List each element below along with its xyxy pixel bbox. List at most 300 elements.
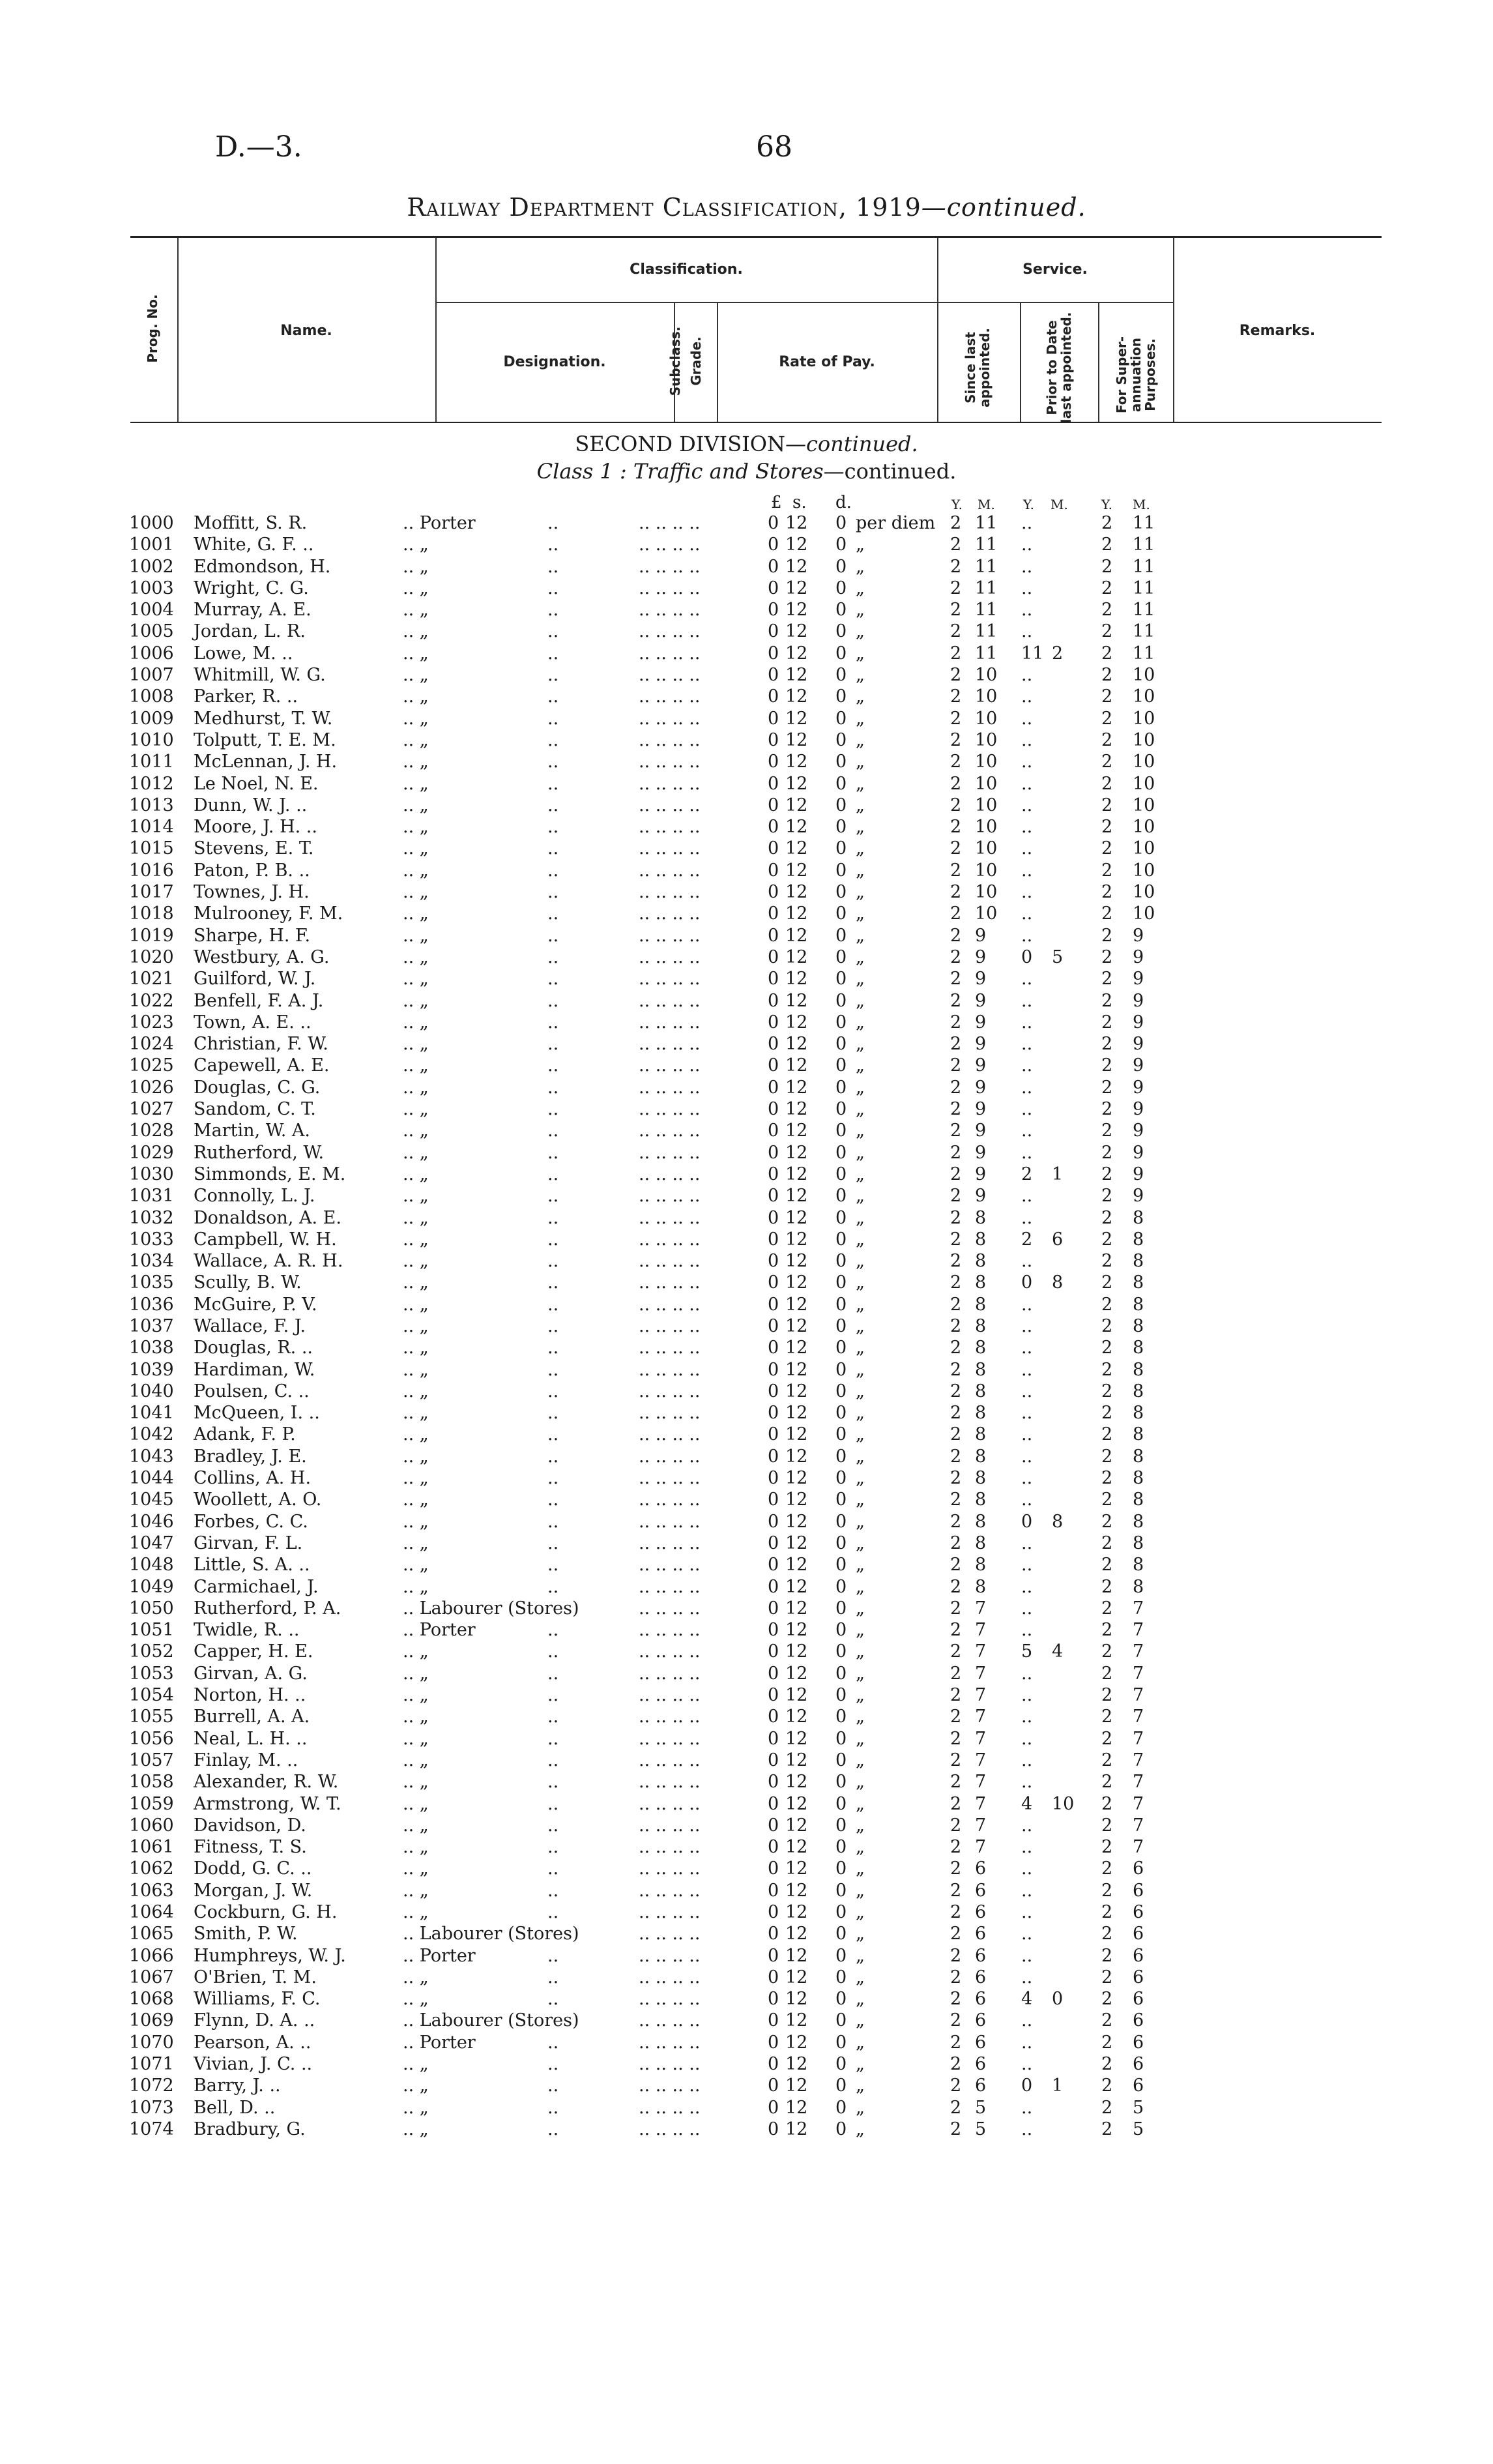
- since-years: 2: [950, 2032, 962, 2053]
- super-months: 8: [1133, 1381, 1144, 1401]
- pay-pounds: 0: [768, 1468, 779, 1489]
- pay-pence: 0: [835, 1272, 847, 1293]
- designation: .. „: [403, 2097, 429, 2118]
- pay-period: „: [856, 1772, 865, 1793]
- prog-no: 1062: [129, 1858, 174, 1879]
- leader-dots: ..: [547, 1815, 559, 1836]
- leader-dots: .. .. .. ..: [639, 1858, 701, 1879]
- designation: .. „: [403, 1663, 429, 1684]
- leader-dots: .. .. .. ..: [639, 903, 701, 924]
- leader-dots: .. .. .. ..: [639, 1338, 701, 1358]
- designation: .. „: [403, 1793, 429, 1814]
- header-name: Name.: [280, 323, 332, 339]
- since-months: 8: [975, 1294, 987, 1315]
- pay-shillings: 12: [785, 1750, 808, 1770]
- designation: .. „: [403, 1576, 429, 1597]
- table-row: [0, 1294, 1493, 1315]
- prior-years: ..: [1021, 1576, 1033, 1597]
- since-years: 2: [950, 1142, 962, 1163]
- super-months: 10: [1133, 882, 1155, 903]
- super-months: 10: [1133, 665, 1155, 686]
- designation: .. „: [403, 1685, 429, 1706]
- pay-period: „: [856, 1555, 865, 1576]
- since-years: 2: [950, 1121, 962, 1141]
- designation: .. „: [403, 578, 429, 598]
- designation: .. „: [403, 882, 429, 903]
- since-years: 2: [950, 1555, 962, 1576]
- pay-shillings: 12: [785, 1338, 808, 1358]
- leader-dots: .. .. .. ..: [639, 1793, 701, 1814]
- pay-pence: 0: [835, 1142, 847, 1163]
- table-header: [130, 236, 1382, 423]
- since-years: 2: [950, 600, 962, 621]
- super-years: 2: [1101, 2097, 1113, 2118]
- prog-no: 1059: [129, 1793, 174, 1814]
- pay-period: „: [856, 1902, 865, 1922]
- since-months: 10: [975, 860, 998, 881]
- pay-period: „: [856, 1294, 865, 1315]
- pay-period: „: [856, 1164, 865, 1184]
- employee-name: Dodd, G. C. ..: [194, 1858, 312, 1879]
- leader-dots: .. .. .. ..: [639, 1294, 701, 1315]
- prog-no: 1049: [129, 1576, 174, 1597]
- pay-period: „: [856, 838, 865, 859]
- designation: .. „: [403, 1359, 429, 1380]
- pay-period: „: [856, 729, 865, 750]
- employee-name: Moffitt, S. R.: [194, 513, 308, 533]
- pay-shillings: 12: [785, 1489, 808, 1510]
- prog-no: 1065: [129, 1924, 174, 1944]
- since-years: 2: [950, 1967, 962, 1987]
- pay-shillings: 12: [785, 795, 808, 815]
- leader-dots: .. .. .. ..: [639, 1707, 701, 1727]
- designation: .. „: [403, 1967, 429, 1987]
- prog-no: 1069: [129, 2010, 174, 2031]
- prior-years: ..: [1021, 1880, 1033, 1901]
- leader-dots: ..: [547, 882, 559, 903]
- pay-pounds: 0: [768, 1489, 779, 1510]
- pay-period: „: [856, 1186, 865, 1207]
- leader-dots: ..: [547, 1576, 559, 1597]
- prior-years: 4: [1021, 1793, 1033, 1814]
- prior-years: ..: [1021, 1815, 1033, 1836]
- since-years: 2: [950, 946, 962, 967]
- pay-shillings: 12: [785, 773, 808, 794]
- super-years: 2: [1101, 882, 1113, 903]
- since-years: 2: [950, 1272, 962, 1293]
- super-months: 11: [1133, 578, 1155, 598]
- pay-pence: 0: [835, 2075, 847, 2096]
- super-years: 2: [1101, 708, 1113, 729]
- super-years: 2: [1101, 686, 1113, 707]
- since-months: 9: [975, 1055, 987, 1076]
- employee-name: Barry, J. ..: [194, 2075, 281, 2096]
- pay-period: „: [856, 1338, 865, 1358]
- designation: .. „: [403, 990, 429, 1011]
- pay-shillings: 12: [785, 578, 808, 598]
- leader-dots: .. .. .. ..: [639, 1055, 701, 1076]
- super-months: 8: [1133, 1294, 1144, 1315]
- leader-dots: ..: [547, 2054, 559, 2075]
- super-years: 2: [1101, 1164, 1113, 1184]
- super-months: 8: [1133, 1576, 1144, 1597]
- employee-name: Connolly, L. J.: [194, 1186, 315, 1207]
- super-years: 2: [1101, 1663, 1113, 1684]
- pay-pence: 0: [835, 1858, 847, 1879]
- pay-period: „: [856, 1685, 865, 1706]
- super-months: 9: [1133, 1099, 1144, 1120]
- prior-years: 4: [1021, 1989, 1033, 2010]
- pay-pence: 0: [835, 686, 847, 707]
- unit-years-prior: Y.: [1023, 497, 1034, 512]
- super-years: 2: [1101, 1142, 1113, 1163]
- designation: .. „: [403, 1989, 429, 2010]
- pay-period: „: [856, 578, 865, 598]
- prior-years: ..: [1021, 578, 1033, 598]
- super-months: 7: [1133, 1815, 1144, 1836]
- since-years: 2: [950, 1945, 962, 1966]
- leader-dots: ..: [547, 1663, 559, 1684]
- super-years: 2: [1101, 1924, 1113, 1944]
- prog-no: 1029: [129, 1142, 174, 1163]
- employee-name: Dunn, W. J. ..: [194, 795, 308, 815]
- pay-shillings: 12: [785, 2054, 808, 2075]
- pay-pence: 0: [835, 882, 847, 903]
- employee-name: Whitmill, W. G.: [194, 665, 326, 686]
- since-years: 2: [950, 882, 962, 903]
- table-row: [0, 1120, 1493, 1141]
- column-divider: [1020, 303, 1021, 422]
- leader-dots: .. .. .. ..: [639, 1142, 701, 1163]
- employee-name: Medhurst, T. W.: [194, 708, 333, 729]
- since-years: 2: [950, 1858, 962, 1879]
- prog-no: 1066: [129, 1945, 174, 1966]
- since-years: 2: [950, 1012, 962, 1033]
- prior-months: 8: [1052, 1511, 1064, 1532]
- super-years: 2: [1101, 925, 1113, 946]
- designation: .. „: [403, 1251, 429, 1272]
- leader-dots: ..: [547, 990, 559, 1011]
- designation: .. „: [403, 1511, 429, 1532]
- leader-dots: .. .. .. ..: [639, 1620, 701, 1641]
- employee-name: Benfell, F. A. J.: [194, 990, 324, 1011]
- header-prior-to-date: Prior to Date last appointed.: [1044, 312, 1074, 424]
- leader-dots: .. .. .. ..: [639, 946, 701, 967]
- prior-years: 2: [1021, 1229, 1033, 1250]
- leader-dots: .. .. .. ..: [639, 729, 701, 750]
- designation: .. „: [403, 1424, 429, 1445]
- since-months: 8: [975, 1315, 987, 1336]
- leader-dots: .. .. .. ..: [639, 686, 701, 707]
- super-months: 11: [1133, 600, 1155, 621]
- prior-years: 2: [1021, 1164, 1033, 1184]
- designation: .. Porter: [403, 2032, 476, 2053]
- since-months: 7: [975, 1641, 987, 1662]
- since-months: 7: [975, 1837, 987, 1858]
- table-row: [0, 1750, 1493, 1771]
- designation: .. Labourer (Stores): [403, 2010, 579, 2031]
- super-months: 6: [1133, 1902, 1144, 1922]
- super-years: 2: [1101, 1381, 1113, 1401]
- table-row: [0, 1250, 1493, 1272]
- table-row: [0, 1511, 1493, 1533]
- designation: .. „: [403, 1055, 429, 1076]
- prior-years: ..: [1021, 1381, 1033, 1401]
- table-row: [0, 773, 1493, 795]
- pay-period: „: [856, 1750, 865, 1770]
- leader-dots: ..: [547, 1403, 559, 1424]
- designation: .. „: [403, 1837, 429, 1858]
- super-months: 6: [1133, 2075, 1144, 2096]
- pay-shillings: 12: [785, 2075, 808, 2096]
- prior-months: 8: [1052, 1272, 1064, 1293]
- since-years: 2: [950, 1641, 962, 1662]
- since-months: 8: [975, 1424, 987, 1445]
- employee-name: Rutherford, P. A.: [194, 1598, 341, 1619]
- since-months: 7: [975, 1750, 987, 1770]
- pay-pounds: 0: [768, 1034, 779, 1055]
- since-months: 10: [975, 838, 998, 859]
- since-months: 6: [975, 2075, 987, 2096]
- employee-name: Rutherford, W.: [194, 1142, 325, 1163]
- leader-dots: ..: [547, 1186, 559, 1207]
- pay-pounds: 0: [768, 2119, 779, 2139]
- pay-period: „: [856, 1924, 865, 1944]
- since-months: 6: [975, 2032, 987, 2053]
- prog-no: 1018: [129, 903, 174, 924]
- since-years: 2: [950, 817, 962, 838]
- pay-pounds: 0: [768, 1142, 779, 1163]
- employee-name: Moore, J. H. ..: [194, 817, 317, 838]
- class-label: Class 1 : Traffic and Stores: [536, 459, 824, 484]
- table-row: [0, 1576, 1493, 1598]
- pay-period: „: [856, 2119, 865, 2139]
- prior-years: ..: [1021, 1338, 1033, 1358]
- employee-name: Simmonds, E. M.: [194, 1164, 346, 1184]
- since-years: 2: [950, 773, 962, 794]
- employee-name: Mulrooney, F. M.: [194, 903, 343, 924]
- since-years: 2: [950, 1359, 962, 1380]
- employee-name: Bell, D. ..: [194, 2097, 276, 2118]
- employee-name: Alexander, R. W.: [194, 1772, 339, 1793]
- pay-shillings: 12: [785, 1511, 808, 1532]
- since-years: 2: [950, 1620, 962, 1641]
- leader-dots: .. .. .. ..: [639, 578, 701, 598]
- leader-dots: ..: [547, 643, 559, 664]
- employee-name: White, G. F. ..: [194, 535, 314, 555]
- prior-months: 0: [1052, 1989, 1064, 2010]
- since-years: 2: [950, 1099, 962, 1120]
- pay-period: „: [856, 1251, 865, 1272]
- pay-period: „: [856, 1533, 865, 1553]
- table-row: [0, 1098, 1493, 1120]
- super-years: 2: [1101, 1034, 1113, 1055]
- leader-dots: ..: [547, 1424, 559, 1445]
- prior-years: ..: [1021, 1055, 1033, 1076]
- pay-pence: 0: [835, 969, 847, 990]
- super-years: 2: [1101, 1489, 1113, 1510]
- leader-dots: ..: [547, 1077, 559, 1098]
- prior-years: ..: [1021, 1967, 1033, 1987]
- designation: .. „: [403, 1858, 429, 1879]
- super-years: 2: [1101, 838, 1113, 859]
- pay-pounds: 0: [768, 860, 779, 881]
- super-years: 2: [1101, 1315, 1113, 1336]
- pay-pounds: 0: [768, 686, 779, 707]
- pay-shillings: 12: [785, 1989, 808, 2010]
- prior-years: ..: [1021, 1446, 1033, 1467]
- employee-name: Fitness, T. S.: [194, 1837, 307, 1858]
- leader-dots: ..: [547, 1338, 559, 1358]
- pay-pence: 0: [835, 1772, 847, 1793]
- leader-dots: .. .. .. ..: [639, 1272, 701, 1293]
- prog-no: 1073: [129, 2097, 174, 2118]
- employee-name: Donaldson, A. E.: [194, 1207, 341, 1228]
- since-years: 2: [950, 1924, 962, 1944]
- pay-period: „: [856, 2075, 865, 2096]
- pay-shillings: 12: [785, 1055, 808, 1076]
- leader-dots: .. .. .. ..: [639, 513, 701, 533]
- super-months: 11: [1133, 535, 1155, 555]
- pay-pence: 0: [835, 946, 847, 967]
- super-years: 2: [1101, 2054, 1113, 2075]
- table-row: [0, 1901, 1493, 1923]
- super-years: 2: [1101, 1099, 1113, 1120]
- super-years: 2: [1101, 1598, 1113, 1619]
- pay-pounds: 0: [768, 1272, 779, 1293]
- pay-pounds: 0: [768, 1663, 779, 1684]
- pay-pence: 0: [835, 817, 847, 838]
- designation: .. „: [403, 729, 429, 750]
- designation: .. Labourer (Stores): [403, 1924, 579, 1944]
- pay-pence: 0: [835, 1403, 847, 1424]
- prog-no: 1052: [129, 1641, 174, 1662]
- super-years: 2: [1101, 1750, 1113, 1770]
- pay-pence: 0: [835, 1294, 847, 1315]
- pay-period: „: [856, 925, 865, 946]
- pay-pence: 0: [835, 535, 847, 555]
- prog-no: 1019: [129, 925, 174, 946]
- since-years: 2: [950, 1055, 962, 1076]
- pay-pence: 0: [835, 795, 847, 815]
- since-years: 2: [950, 1251, 962, 1272]
- pay-pounds: 0: [768, 556, 779, 577]
- super-years: 2: [1101, 795, 1113, 815]
- leader-dots: ..: [547, 1707, 559, 1727]
- pay-pounds: 0: [768, 578, 779, 598]
- super-months: 7: [1133, 1728, 1144, 1749]
- prior-years: ..: [1021, 1858, 1033, 1879]
- since-months: 10: [975, 665, 998, 686]
- pay-pence: 0: [835, 729, 847, 750]
- employee-name: Douglas, R. ..: [194, 1338, 313, 1358]
- leader-dots: ..: [547, 860, 559, 881]
- super-years: 2: [1101, 1967, 1113, 1987]
- leader-dots: .. .. .. ..: [639, 1533, 701, 1553]
- employee-name: Christian, F. W.: [194, 1034, 328, 1055]
- pay-period: „: [856, 1598, 865, 1619]
- designation: .. „: [403, 838, 429, 859]
- since-months: 8: [975, 1446, 987, 1467]
- super-years: 2: [1101, 1446, 1113, 1467]
- leader-dots: .. .. .. ..: [639, 860, 701, 881]
- prior-years: ..: [1021, 773, 1033, 794]
- leader-dots: .. .. .. ..: [639, 2010, 701, 2031]
- pay-pounds: 0: [768, 1164, 779, 1184]
- prior-years: ..: [1021, 729, 1033, 750]
- header-rate-of-pay: Rate of Pay.: [779, 354, 875, 370]
- pay-pence: 0: [835, 1707, 847, 1727]
- document-reference: D.—3.: [215, 130, 302, 164]
- designation: .. „: [403, 1750, 429, 1770]
- pay-period: „: [856, 1815, 865, 1836]
- leader-dots: ..: [547, 1858, 559, 1879]
- prior-years: ..: [1021, 1251, 1033, 1272]
- super-months: 8: [1133, 1533, 1144, 1553]
- leader-dots: .. .. .. ..: [639, 1359, 701, 1380]
- table-row: [0, 903, 1493, 924]
- since-months: 7: [975, 1685, 987, 1706]
- pay-pence: 0: [835, 1555, 847, 1576]
- pay-pence: 0: [835, 1576, 847, 1597]
- pay-pounds: 0: [768, 1511, 779, 1532]
- super-years: 2: [1101, 1685, 1113, 1706]
- table-row: [0, 1402, 1493, 1424]
- super-months: 9: [1133, 1055, 1144, 1076]
- super-months: 8: [1133, 1468, 1144, 1489]
- pay-pounds: 0: [768, 1815, 779, 1836]
- pay-period: „: [856, 1207, 865, 1228]
- pay-shillings: 12: [785, 1555, 808, 1576]
- prior-years: ..: [1021, 1207, 1033, 1228]
- pay-pounds: 0: [768, 1121, 779, 1141]
- since-years: 2: [950, 1468, 962, 1489]
- class-heading: [0, 459, 1493, 484]
- pay-period: „: [856, 1728, 865, 1749]
- pay-period: „: [856, 1099, 865, 1120]
- employee-name: Wallace, A. R. H.: [194, 1251, 343, 1272]
- since-months: 7: [975, 1772, 987, 1793]
- pay-shillings: 12: [785, 860, 808, 881]
- header-subdivider: [435, 302, 1173, 303]
- since-months: 8: [975, 1251, 987, 1272]
- designation: .. „: [403, 1121, 429, 1141]
- header-superannuation: For Super-annuation Purposes.: [1114, 336, 1158, 414]
- super-years: 2: [1101, 1620, 1113, 1641]
- prior-years: ..: [1021, 1403, 1033, 1424]
- since-months: 8: [975, 1359, 987, 1380]
- leader-dots: ..: [547, 665, 559, 686]
- designation: .. Porter: [403, 1620, 476, 1641]
- pay-shillings: 12: [785, 1424, 808, 1445]
- table-row: [0, 1880, 1493, 1901]
- pay-shillings: 12: [785, 1403, 808, 1424]
- designation: .. „: [403, 1446, 429, 1467]
- table-row: [0, 578, 1493, 599]
- prior-years: ..: [1021, 1707, 1033, 1727]
- table-row: [0, 643, 1493, 664]
- since-months: 8: [975, 1511, 987, 1532]
- pay-pounds: 0: [768, 795, 779, 815]
- employee-name: Forbes, C. C.: [194, 1511, 308, 1532]
- since-years: 2: [950, 1728, 962, 1749]
- table-row: [0, 1164, 1493, 1185]
- prior-years: ..: [1021, 1359, 1033, 1380]
- leader-dots: ..: [547, 1533, 559, 1553]
- pay-pounds: 0: [768, 990, 779, 1011]
- table-row: [0, 1489, 1493, 1510]
- header-service: Service.: [1022, 261, 1088, 278]
